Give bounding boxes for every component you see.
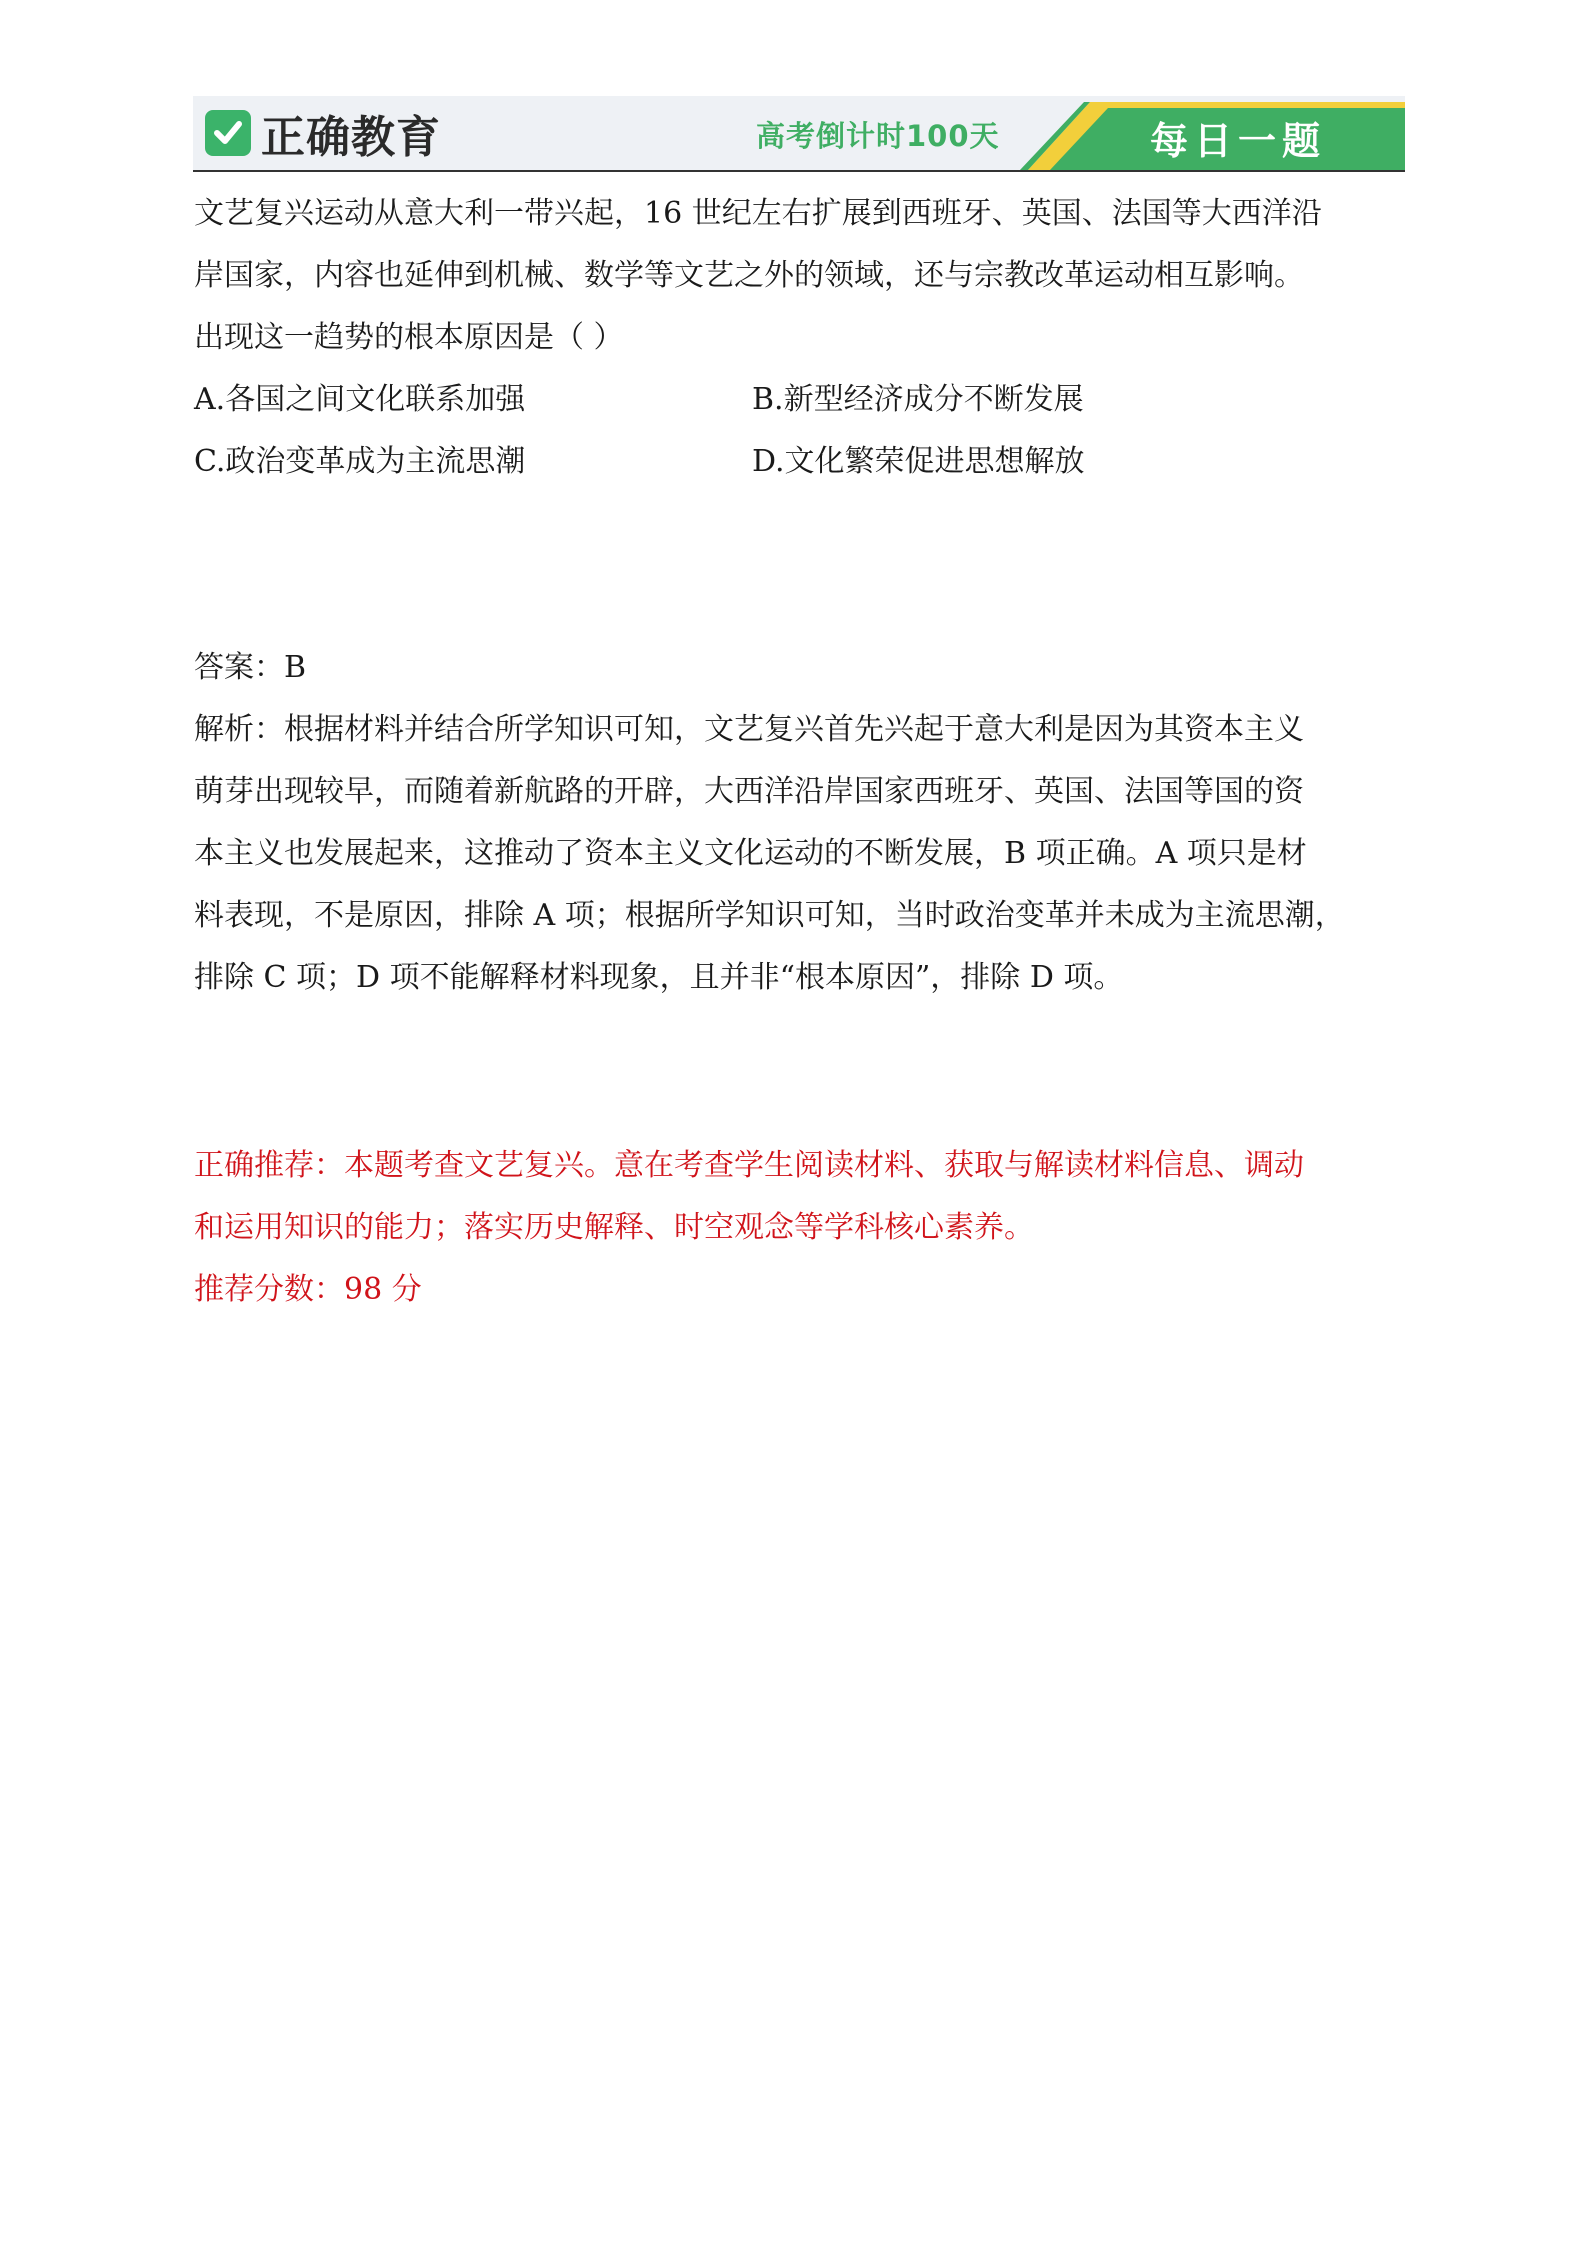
question-stem-line: 文艺复兴运动从意大利一带兴起，16 世纪左右扩展到西班牙、英国、法国等大西洋沿	[194, 196, 1322, 231]
check-icon	[205, 110, 251, 156]
brand-logo	[205, 106, 441, 163]
answer-line: 答案：B	[194, 650, 307, 685]
question-stem-line: 岸国家，内容也延伸到机械、数学等文艺之外的领域，还与宗教改革运动相互影响。	[194, 258, 1304, 293]
analysis-line: 解析：根据材料并结合所学知识可知，文艺复兴首先兴起于意大利是因为其资本主义	[194, 712, 1304, 747]
brand-name: 正确教育	[261, 112, 441, 163]
daily-question-label: 每日一题	[1150, 119, 1327, 163]
recommend-line: 正确推荐：本题考查文艺复兴。意在考查学生阅读材料、获取与解读材料信息、调动	[194, 1148, 1304, 1183]
recommend-line: 和运用知识的能力；落实历史解释、时空观念等学科核心素养。	[194, 1210, 1034, 1245]
analysis-line: 萌芽出现较早，而随着新航路的开辟，大西洋沿岸国家西班牙、英国、法国等国的资	[194, 774, 1304, 809]
analysis-line: 排除 C 项；D 项不能解释材料现象，且并非“根本原因”，排除 D 项。	[194, 960, 1124, 995]
option-b: B.新型经济成分不断发展	[752, 382, 1084, 417]
option-d: D.文化繁荣促进思想解放	[752, 444, 1085, 479]
option-c: C.政治变革成为主流思潮	[194, 444, 526, 479]
question-stem-line: 出现这一趋势的根本原因是（ ）	[194, 320, 624, 355]
option-a: A.各国之间文化联系加强	[194, 382, 526, 417]
analysis-line: 料表现，不是原因，排除 A 项；根据所学知识可知，当时政治变革并未成为主流思潮，	[194, 898, 1345, 933]
header-divider	[193, 170, 1405, 172]
analysis-line: 本主义也发展起来，这推动了资本主义文化运动的不断发展，B 项正确。A 项只是材	[194, 836, 1307, 871]
countdown-text: 高考倒计时100天	[756, 119, 1000, 153]
recommend-score: 推荐分数：98 分	[194, 1272, 422, 1307]
